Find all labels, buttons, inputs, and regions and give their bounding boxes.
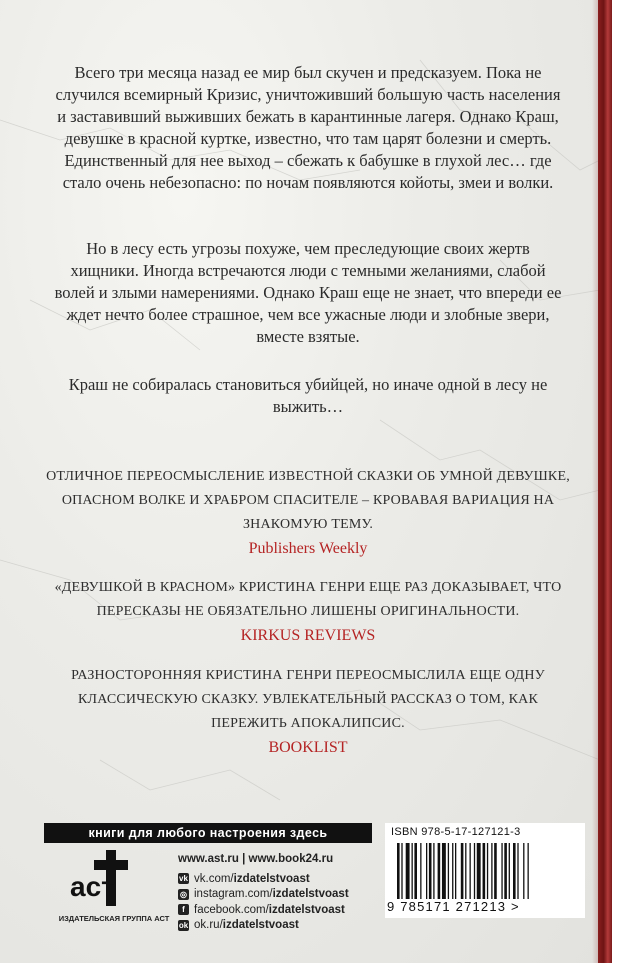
barcode-bar bbox=[528, 843, 529, 899]
ok-icon: ok bbox=[178, 920, 189, 930]
barcode-bar bbox=[397, 843, 400, 899]
isbn-barcode-block bbox=[385, 823, 585, 918]
spine-edge bbox=[598, 0, 612, 963]
social-link-facebook[interactable]: f facebook.com/ izdatelstvoast bbox=[178, 902, 349, 918]
barcode-bar bbox=[448, 843, 449, 899]
barcode-bar bbox=[442, 843, 446, 899]
facebook-icon: f bbox=[178, 904, 189, 915]
barcode-bar bbox=[470, 843, 471, 899]
review-source-3: BOOKLIST bbox=[268, 739, 348, 756]
blurb-paragraph-1: Всего три месяца назад ее мир был скучен и предсказуем. Пока не случился всемирный Кризис, уничтоживший большую часть населения и заставивший выживших бежать в карантинные лагеря. Однако Краш, девушке в красной куртке, известно, что там царят болезни и смерть. Единственный для нее выход – сбежать к бабушке в глухой лес… где стало очень небезопасно: по ночам появляются койоты, змеи и волки. bbox=[55, 63, 561, 192]
barcode-bar bbox=[491, 843, 492, 899]
vk-icon: vk bbox=[179, 874, 188, 884]
tagline-bar: книги для любого настроения здесь bbox=[44, 823, 372, 843]
review-quote-3: РАЗНОСТОРОННЯЯ КРИСТИНА ГЕНРИ ПЕРЕОСМЫСЛИЛА ЕЩЕ ОДНУ КЛАССИЧЕСКУЮ СКАЗКУ. УВЛЕКАТЕЛЬНЫЙ РАССКАЗ О ТОМ, КАК ПЕРЕЖИТЬ АПОКАЛИПСИС. bbox=[71, 668, 545, 731]
isbn-number: ISBN 978-5-17-127121-3 bbox=[391, 826, 521, 838]
social-link-instagram[interactable]: ◎ instagram.com/ izdatelstvoast bbox=[180, 888, 349, 901]
review-source-1: Publishers Weekly bbox=[248, 540, 368, 557]
barcode-bar bbox=[401, 843, 402, 899]
blurb-paragraph-3: Краш не собиралась становиться убийцей, но иначе одной в лесу не выжить… bbox=[68, 375, 548, 416]
barcode-bar bbox=[412, 843, 413, 899]
blurb-paragraph-2: Но в лесу есть угрозы похуже, чем преследующие своих жертв хищники. Иногда встречаются люди с темными желаниями, слабой волей и злыми намерениями. Однако Краш еще не знает, что впереди ее ждет нечто более страшное, чем все ужасные люди и злобные звери, вместе взятые. bbox=[54, 239, 562, 346]
barcode-bar bbox=[487, 843, 488, 899]
social-link-vk[interactable]: vk vk.com/ izdatelstvoast bbox=[179, 872, 310, 885]
instagram-icon: ◎ bbox=[178, 889, 189, 900]
barcode-bar bbox=[438, 843, 441, 899]
logo-text: аст bbox=[70, 871, 115, 902]
barcode-bar bbox=[523, 843, 524, 899]
barcode-bar bbox=[504, 843, 507, 899]
barcode-bar bbox=[406, 843, 410, 899]
barcode-bar bbox=[414, 843, 417, 899]
barcode-bar bbox=[429, 843, 432, 899]
barcode-bar bbox=[452, 843, 453, 899]
barcode-bar bbox=[517, 843, 518, 899]
barcode-bar bbox=[483, 843, 486, 899]
barcode-bar bbox=[420, 843, 421, 899]
barcode-bar bbox=[426, 843, 427, 899]
contact-links bbox=[178, 853, 349, 933]
barcode bbox=[395, 843, 571, 899]
barcode-digits: 9 785171 271213 > bbox=[387, 899, 520, 914]
barcode-bar bbox=[477, 843, 481, 899]
review-quote-2: «ДЕВУШКОЙ В КРАСНОМ» КРИСТИНА ГЕНРИ ЕЩЕ РАЗ ДОКАЗЫВАЕТ, ЧТО ПЕРЕСКАЗЫ НЕ ОБЯЗАТЕЛЬНО ЛИШЕНЫ ОРИГИНАЛЬНОСТИ. bbox=[54, 580, 562, 619]
barcode-bar bbox=[461, 843, 464, 899]
social-link-ok[interactable]: ok ok.ru/ izdatelstvoast bbox=[178, 919, 299, 932]
review-quote-1: ОТЛИЧНОЕ ПЕРЕОСМЫСЛЕНИЕ ИЗВЕСТНОЙ СКАЗКИ ОБ УМНОЙ ДЕВУШКЕ, ОПАСНОМ ВОЛКЕ И ХРАБРОМ СПАСИТЕЛЕ – КРОВАВАЯ ВАРИАЦИЯ НА ЗНАКОМУЮ ТЕМУ. bbox=[46, 469, 570, 532]
barcode-bar bbox=[513, 843, 516, 899]
barcode-bar bbox=[501, 843, 502, 899]
barcode-bar bbox=[474, 843, 475, 899]
publisher-name: ИЗДАТЕЛЬСКАЯ ГРУППА АСТ bbox=[58, 914, 170, 923]
review-source-2: KIRKUS REVIEWS bbox=[240, 627, 376, 644]
barcode-bar bbox=[465, 843, 466, 899]
barcode-bar bbox=[509, 843, 510, 899]
barcode-bar bbox=[494, 843, 497, 899]
ast-logo bbox=[66, 848, 142, 908]
barcode-bar bbox=[433, 843, 434, 899]
websites[interactable]: www.ast.ru | www.book24.ru bbox=[178, 853, 334, 865]
barcode-bar bbox=[455, 843, 456, 899]
